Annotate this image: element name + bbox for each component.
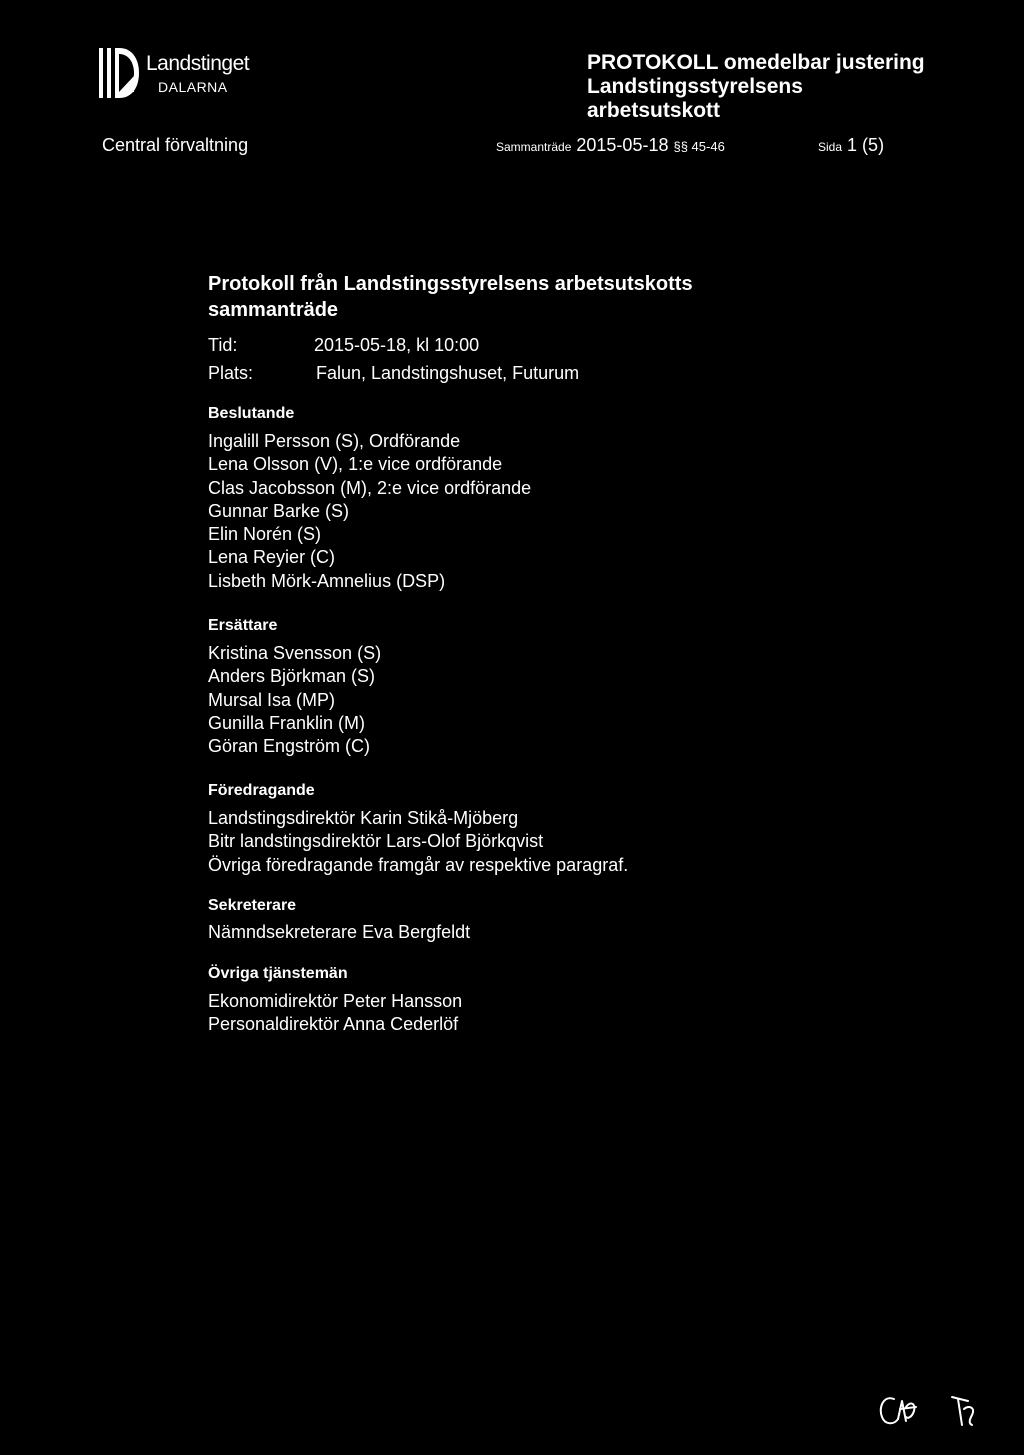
- protocol-title-line: Landstingsstyrelsens: [587, 75, 803, 98]
- list-item: Kristina Svensson (S): [208, 643, 382, 663]
- page-title: [208, 271, 848, 323]
- list-item: Clas Jacobsson (M), 2:e vice ordförande: [208, 477, 532, 498]
- list-item: Mursal Isa (MP): [208, 689, 336, 710]
- list-item: Nämndsekreterare Eva Bergfeldt: [208, 922, 471, 942]
- meeting-label: Sammanträde: [496, 140, 572, 154]
- page-indicator: [818, 135, 884, 156]
- beslutande-list: [208, 430, 531, 593]
- time-label: Tid:: [208, 335, 238, 355]
- list-item: Lisbeth Mörk-Amnelius (DSP): [208, 570, 446, 591]
- list-item: Göran Engström (C): [208, 736, 371, 757]
- ovriga-list: [208, 990, 462, 1037]
- place-value: Falun, Landstingshuset, Futurum: [316, 363, 580, 383]
- landstinget-logo-icon: [97, 46, 141, 100]
- logo-subtitle: DALARNA: [158, 79, 228, 95]
- list-item: Personaldirektör Anna Cederlöf: [208, 1014, 459, 1035]
- protocol-title: [587, 51, 925, 123]
- foredragande-list: [208, 807, 628, 877]
- list-item: Lena Reyier (C): [208, 547, 336, 568]
- list-item: Elin Norén (S): [208, 524, 322, 545]
- page-title-line: Protokoll från Landstingsstyrelsens arbetsutskotts: [208, 273, 693, 295]
- list-item: Övriga föredragande framgår av respektive paragraf.: [208, 854, 629, 875]
- meeting-sections: §§ 45-46: [673, 139, 725, 154]
- place-label: Plats:: [208, 363, 254, 383]
- section-title-foredragande: Föredragande: [208, 782, 315, 799]
- section-title-ovriga: Övriga tjänstemän: [208, 965, 348, 982]
- list-item: Bitr landstingsdirektör Lars-Olof Björkqvist: [208, 831, 544, 852]
- time-value: 2015-05-18, kl 10:00: [314, 335, 480, 355]
- list-item: Gunnar Barke (S): [208, 500, 350, 521]
- signature-initials-icon: [872, 1385, 992, 1435]
- list-item: Gunilla Franklin (M): [208, 712, 366, 733]
- meeting-info: [496, 135, 725, 156]
- section-title-ersattare: Ersättare: [208, 617, 278, 634]
- page-value: 1 (5): [847, 135, 885, 155]
- ersattare-list: [208, 642, 381, 758]
- list-item: Lena Olsson (V), 1:e vice ordförande: [208, 454, 503, 475]
- meeting-date: 2015-05-18: [576, 135, 669, 155]
- list-item: Ingalill Persson (S), Ordförande: [208, 431, 461, 451]
- protocol-title-line: PROTOKOLL omedelbar justering: [587, 51, 925, 74]
- section-title-sekreterare: Sekreterare: [208, 897, 297, 914]
- list-item: Landstingsdirektör Karin Stikå-Mjöberg: [208, 808, 519, 828]
- list-item: Ekonomidirektör Peter Hansson: [208, 991, 463, 1011]
- page-title-line: sammanträde: [208, 299, 339, 321]
- logo-name: Landstinget: [146, 52, 250, 75]
- protocol-title-line: arbetsutskott: [587, 99, 721, 122]
- list-item: Anders Björkman (S): [208, 666, 376, 687]
- sekreterare-list: [208, 921, 470, 944]
- page-label: Sida: [818, 140, 843, 154]
- section-title-beslutande: Beslutande: [208, 405, 295, 422]
- department: Central förvaltning: [102, 135, 249, 155]
